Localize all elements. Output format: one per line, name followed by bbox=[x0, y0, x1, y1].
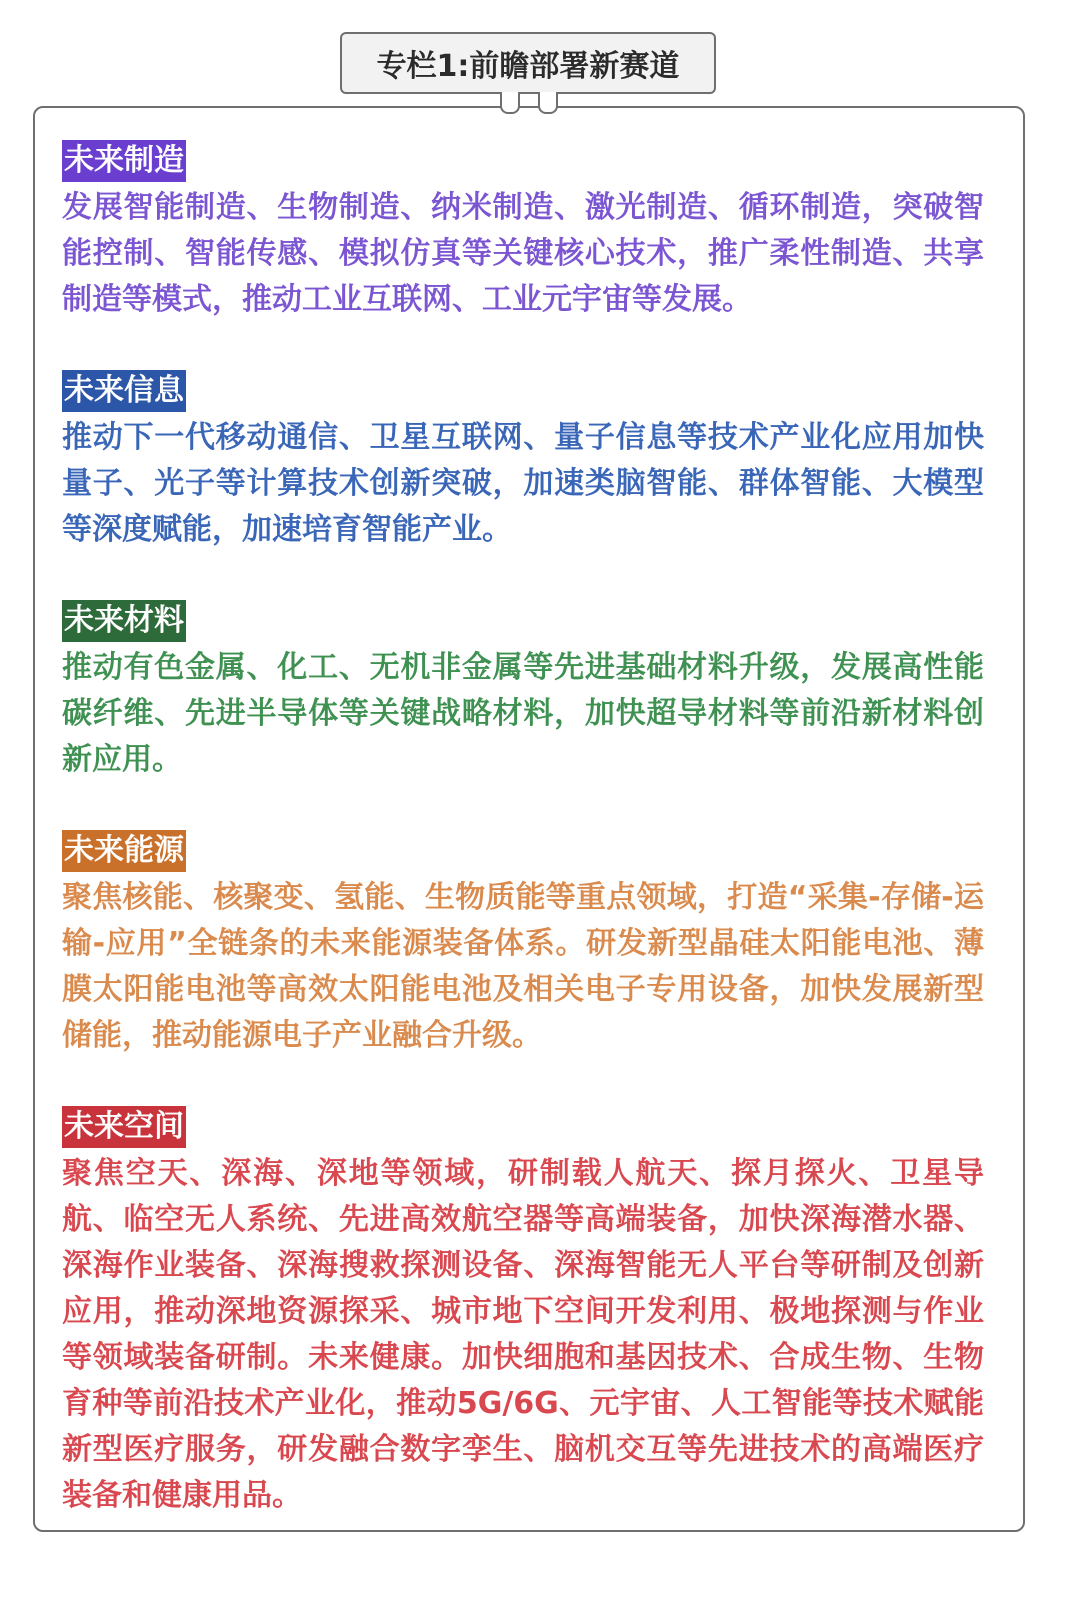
section-future-space bbox=[62, 1106, 984, 1519]
section-tag: 未来能源 bbox=[62, 830, 186, 872]
column-title-text: 专栏1:前瞻部署新赛道 bbox=[376, 49, 680, 84]
column-title bbox=[340, 32, 716, 94]
section-text: 聚焦空天、深海、深地等领域，研制载人航天、探月探火、卫星导航、临空无人系统、先进高效航空器等高端装备，加快深海潜水器、深海作业装备、深海搜救探测设备、深海智能无人平台等研制及创新应用，推动深地资源探采、城市地下空间开发利用、极地探测与作业等领域装备研制。未来健康。加快细胞和基因技术、合成生物、生物育种等前沿技术产业化，推动5G/6G、元宇宙、人工智能等技术赋能新型医疗服务，研发融合数字孪生、脑机交互等先进技术的高端医疗装备和健康用品。 bbox=[62, 1156, 984, 1513]
section-text: 推动下一代移动通信、卫星互联网、量子信息等技术产业化应用加快量子、光子等计算技术创新突破，加速类脑智能、群体智能、大模型等深度赋能，加速培育智能产业。 bbox=[62, 420, 984, 547]
section-text: 聚焦核能、核聚变、氢能、生物质能等重点领域，打造“采集-存储-运输-应用”全链条的未来能源装备体系。研发新型晶硅太阳能电池、薄膜太阳能电池等高效太阳能电池及相关电子专用设备，加快发展新型储能，推动能源电子产业融合升级。 bbox=[62, 880, 984, 1053]
connector-loop-right bbox=[538, 92, 558, 114]
connector-loop-left bbox=[500, 92, 520, 114]
section-tag: 未来材料 bbox=[62, 600, 186, 642]
section-future-information bbox=[62, 370, 984, 553]
section-tag: 未来制造 bbox=[62, 140, 186, 182]
section-text: 推动有色金属、化工、无机非金属等先进基础材料升级，发展高性能碳纤维、先进半导体等关键战略材料，加快超导材料等前沿新材料创新应用。 bbox=[62, 650, 984, 777]
section-future-manufacturing bbox=[62, 140, 984, 323]
section-tag: 未来信息 bbox=[62, 370, 186, 412]
section-future-energy bbox=[62, 830, 984, 1059]
section-future-materials bbox=[62, 600, 984, 783]
section-tag: 未来空间 bbox=[62, 1106, 186, 1148]
section-text: 发展智能制造、生物制造、纳米制造、激光制造、循环制造，突破智能控制、智能传感、模拟仿真等关键核心技术，推广柔性制造、共享制造等模式，推动工业互联网、工业元宇宙等发展。 bbox=[62, 190, 984, 317]
